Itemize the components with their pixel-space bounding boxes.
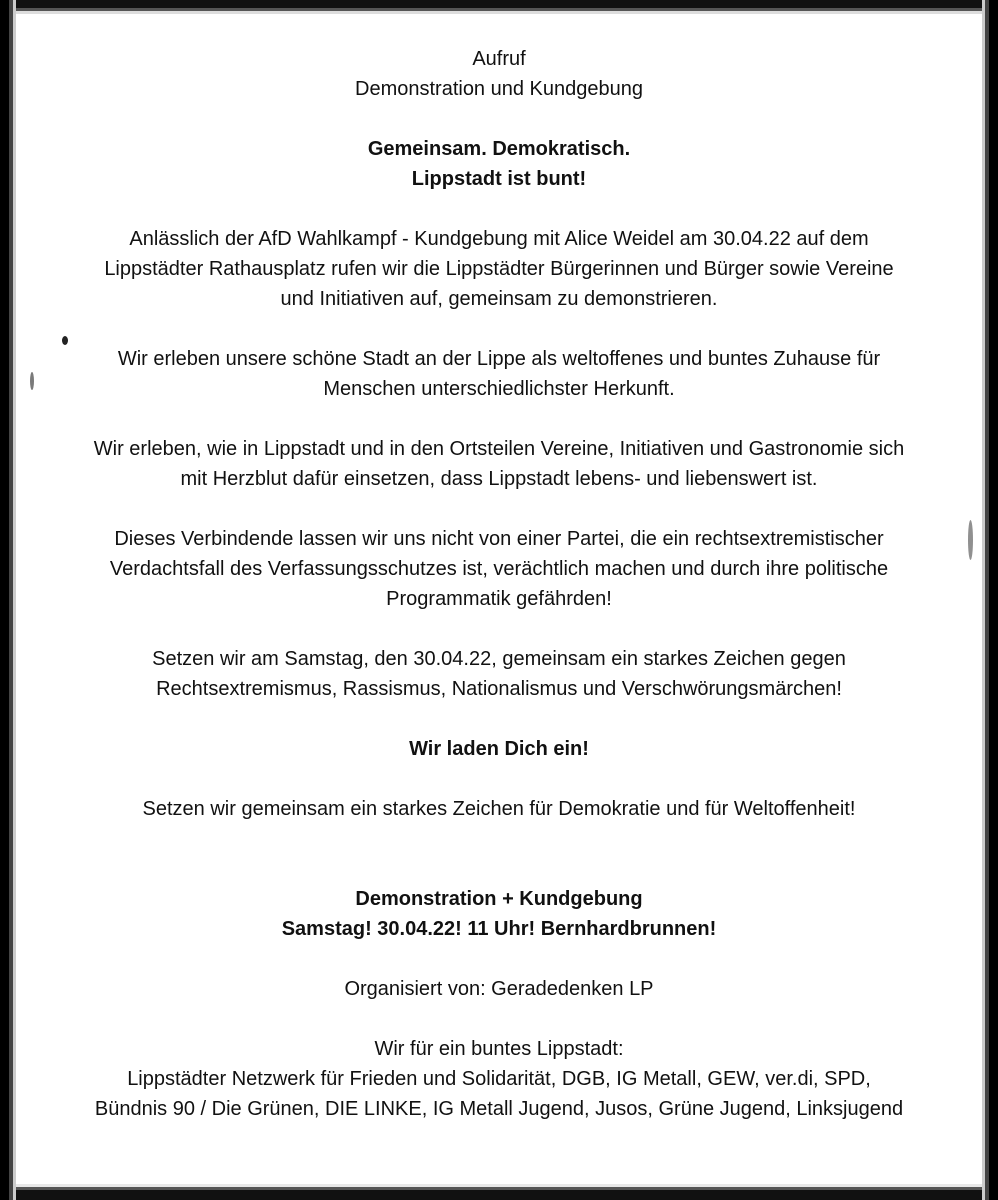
paragraph-line: Anlässlich der AfD Wahlkampf - Kundgebung mit Alice Weidel am 30.04.22 auf dem — [129, 228, 869, 250]
paragraph-2 — [20, 344, 978, 404]
paragraph-line: Setzen wir am Samstag, den 30.04.22, gemeinsam ein starkes Zeichen gegen — [152, 648, 846, 670]
supporters-line-1: Lippstädter Netzwerk für Frieden und Solidarität, DGB, IG Metall, GEW, ver.di, SPD, — [127, 1068, 871, 1090]
supporters-line-2: Bündnis 90 / Die Grünen, DIE LINKE, IG Metall Jugend, Jusos, Grüne Jugend, Linksjugend — [94, 1098, 904, 1120]
header-line-1: Aufruf — [472, 48, 526, 70]
paragraph-line: Dieses Verbindende lassen wir uns nicht von einer Partei, die ein rechtsextremistischer — [114, 528, 884, 550]
flyer-document — [20, 44, 978, 1124]
paragraph-1 — [20, 224, 978, 314]
supporters-heading: Wir für ein buntes Lippstadt: — [374, 1038, 624, 1060]
event-details: Samstag! 30.04.22! 11 Uhr! Bernhardbrunnen! — [281, 918, 717, 940]
headline-line-1: Gemeinsam. Demokratisch. — [367, 138, 631, 160]
scan-edge-right — [982, 0, 998, 1200]
headline-line-2: Lippstadt ist bunt! — [411, 168, 587, 190]
paragraph-4 — [20, 524, 978, 614]
organizer-text: Organisiert von: Geradedenken LP — [344, 978, 654, 1000]
paragraph-line: Wir erleben, wie in Lippstadt und in den Ortsteilen Vereine, Initiativen und Gastronomie sich — [93, 438, 905, 460]
paragraph-line: Rechtsextremismus, Rassismus, Nationalismus und Verschwörungsmärchen! — [156, 678, 842, 700]
header-line-2: Demonstration und Kundgebung — [355, 78, 643, 100]
scan-edge-left — [0, 0, 16, 1200]
paragraph-line: Menschen unterschiedlichster Herkunft. — [323, 378, 675, 400]
invite-text: Wir laden Dich ein! — [409, 738, 589, 760]
paragraph-line: und Initiativen auf, gemeinsam zu demonstrieren. — [280, 288, 718, 310]
scan-edge-top — [0, 0, 998, 14]
paragraph-line: Lippstädter Rathausplatz rufen wir die Lippstädter Bürgerinnen und Bürger sowie Vereine — [104, 258, 894, 280]
closing-text: Setzen wir gemeinsam ein starkes Zeichen für Demokratie und für Weltoffenheit! — [142, 798, 856, 820]
paragraph-3 — [20, 434, 978, 494]
paragraph-line: mit Herzblut dafür einsetzen, dass Lippstadt lebens- und liebenswert ist. — [180, 468, 818, 490]
paragraph-line: Verdachtsfall des Verfassungsschutzes ist, verächtlich machen und durch ihre politische — [109, 558, 889, 580]
paragraph-5 — [20, 644, 978, 704]
paragraph-line: Programmatik gefährden! — [386, 588, 612, 610]
scan-edge-bottom — [0, 1184, 998, 1200]
paragraph-line: Wir erleben unsere schöne Stadt an der Lippe als weltoffenes und buntes Zuhause für — [117, 348, 881, 370]
event-title: Demonstration + Kundgebung — [355, 888, 643, 910]
